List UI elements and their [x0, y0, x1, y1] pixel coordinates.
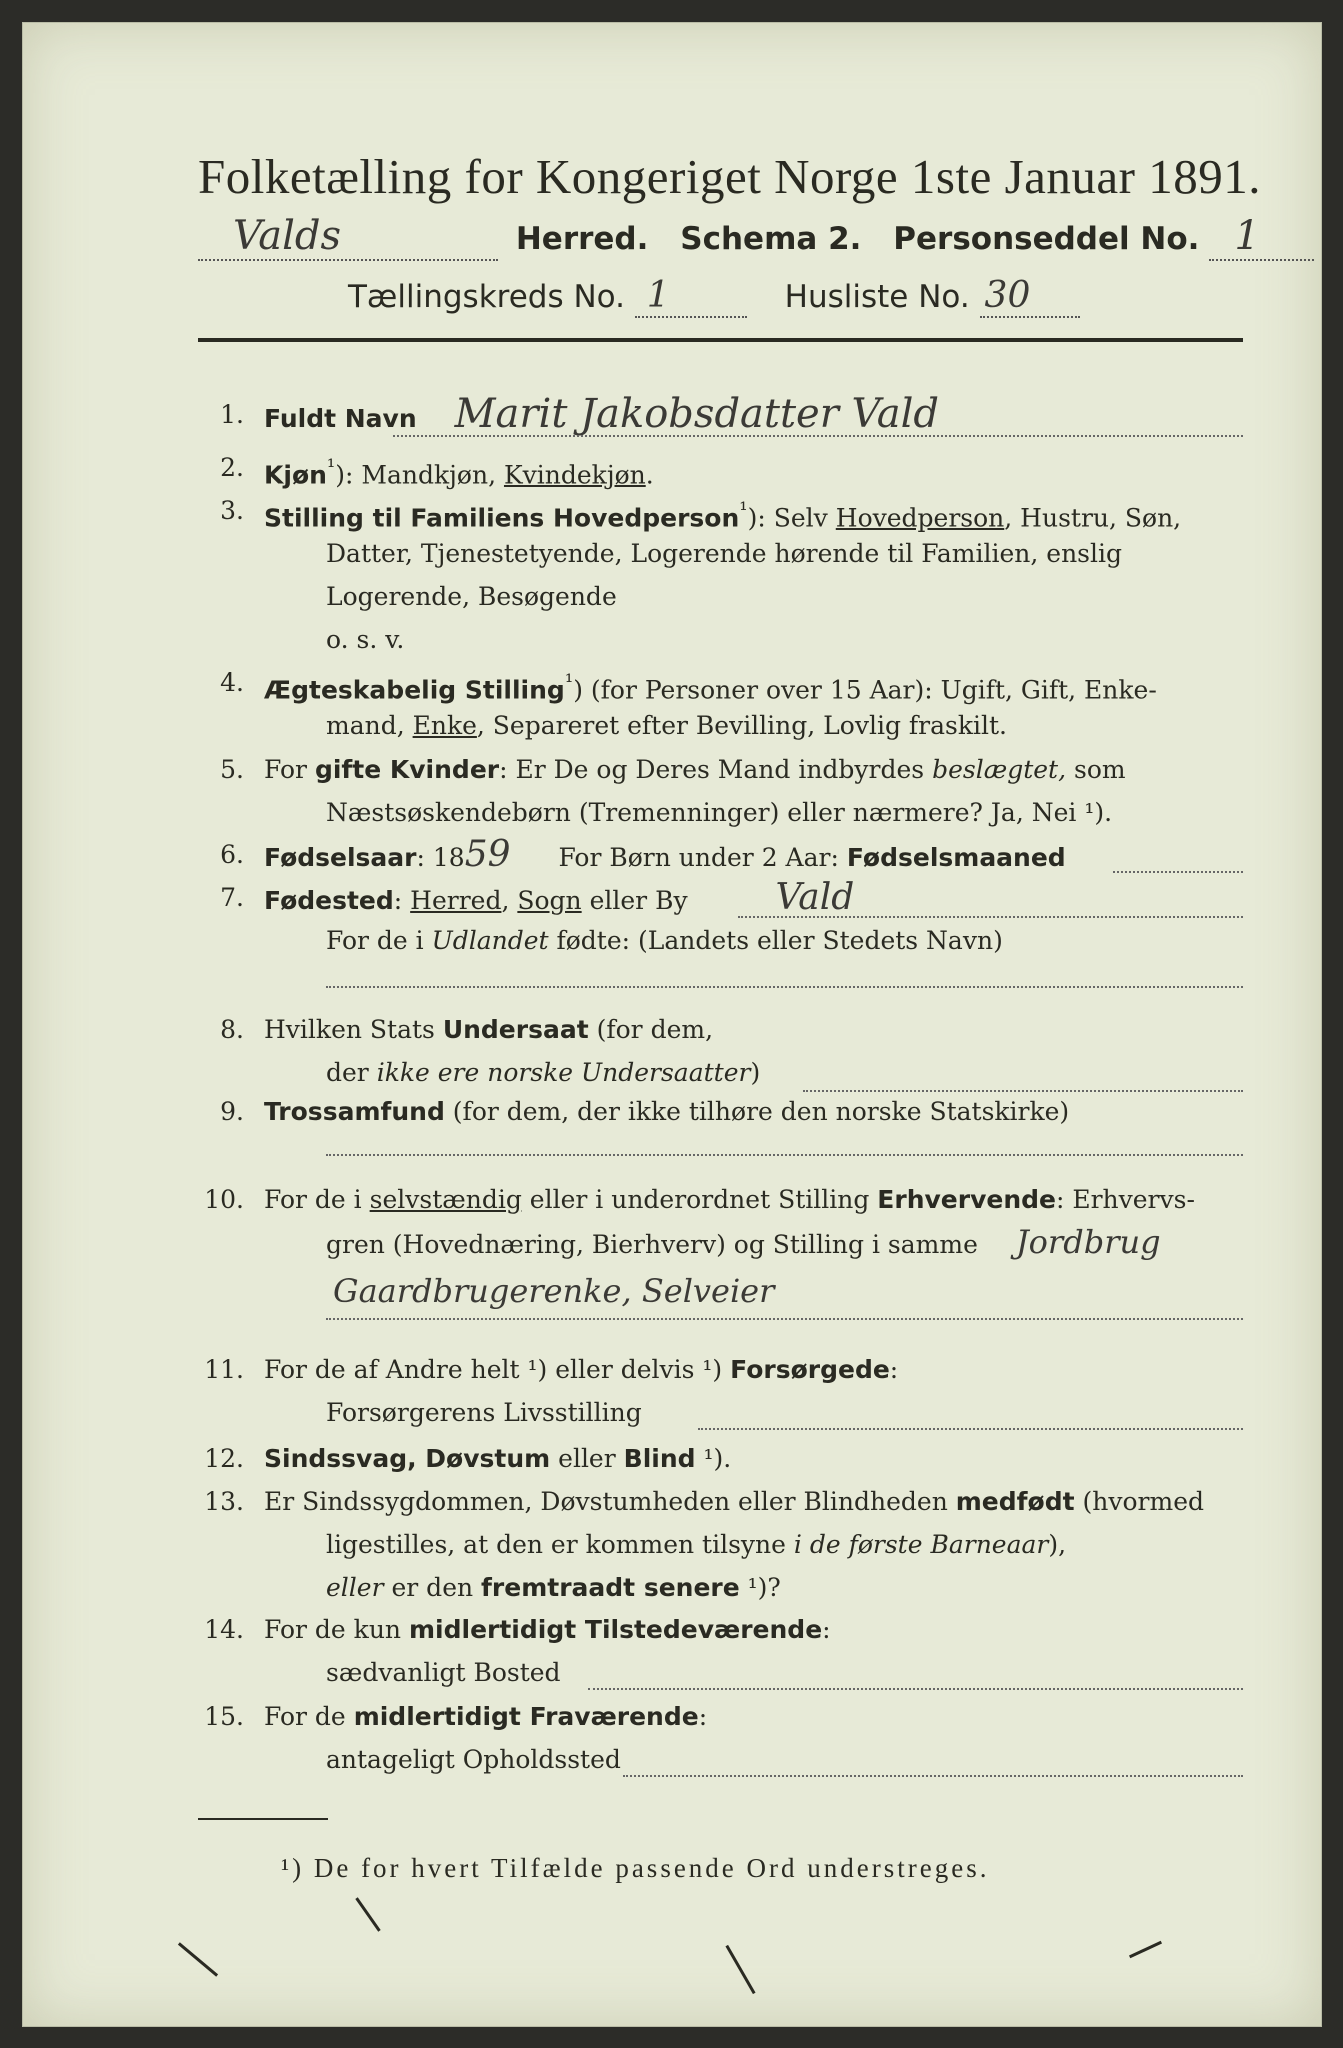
occupation-answer: Jordbrug: [1015, 1223, 1161, 1261]
field-label: Trossamfund: [264, 1097, 445, 1126]
question-text: [264, 1695, 707, 1738]
text-line: o. s. v.: [326, 625, 405, 654]
underlined-option: Hovedperson: [835, 503, 1005, 533]
text: eller i underordnet Stilling: [521, 1185, 878, 1214]
fill-line: [698, 1428, 1243, 1430]
form-title: Folketælling for Kongeriget Norge 1ste Januar 1891.: [198, 149, 1261, 204]
text-line: sædvanligt Bosted: [326, 1658, 561, 1687]
field-label: Blind: [623, 1444, 696, 1473]
schema-label: Schema 2.: [680, 221, 862, 257]
kreds-line: [348, 275, 1080, 318]
field-label: Fuldt Navn: [264, 404, 417, 433]
kreds-value: 1: [635, 275, 747, 318]
text: er den: [383, 1573, 482, 1602]
question-number: 13.: [204, 1487, 244, 1516]
herred-value: Valds: [198, 213, 498, 261]
text-line: Logerende, Besøgende: [326, 582, 617, 611]
fill-line: [623, 1775, 1243, 1777]
underlined-option: Enke: [412, 711, 477, 740]
question-number: 8.: [220, 1015, 244, 1044]
text: fødte: (Landets eller Stedets Navn): [548, 926, 1003, 955]
text: ¹).: [695, 1444, 732, 1473]
text: (for dem, der ikke tilhøre den norske Statskirke): [444, 1097, 1070, 1126]
text: ): Mandkjøn,: [335, 460, 504, 490]
field-label: Fødested: [264, 886, 394, 915]
field-label: midlertidigt Tilstedeværende: [408, 1615, 823, 1644]
kreds-label: Tællingskreds No.: [348, 279, 625, 315]
text: For Børn under 2 Aar:: [558, 843, 847, 872]
question-number: 6.: [220, 840, 244, 869]
field-label: Sindssvag, Døvstum: [264, 1444, 551, 1473]
question-number: 5.: [220, 755, 244, 784]
question-number: 1.: [220, 400, 244, 429]
pen-mark: [725, 1945, 755, 1994]
herred-label: Herred.: [515, 221, 649, 257]
text-line: [326, 1523, 1066, 1566]
question-number: 12.: [204, 1444, 244, 1473]
personseddel-value: 1: [1209, 213, 1314, 261]
header-rule: [198, 338, 1243, 342]
census-form-page: [22, 22, 1322, 2027]
question-number: 9.: [220, 1097, 244, 1126]
text: ligestilles, at den er kommen tilsyne: [326, 1530, 794, 1559]
text: ): [750, 1058, 761, 1087]
footnote: ¹) De for hvert Tilfælde passende Ord understreges.: [281, 1853, 990, 1883]
text-line: [326, 919, 1003, 962]
text-line: Næstsøskendebørn (Tremenninger) eller nærmere? Ja, Nei ¹).: [326, 798, 1113, 827]
question-text: [264, 1608, 831, 1651]
question-text: [264, 1178, 1195, 1221]
question-number: 14.: [204, 1615, 244, 1644]
italic-text: ikke ere norske Undersaatter: [376, 1058, 751, 1087]
text: For de kun: [264, 1615, 409, 1644]
text: ),: [1048, 1530, 1067, 1559]
fill-line: [588, 1688, 1243, 1690]
footer-rule: [198, 1818, 328, 1820]
footnote-marker: ¹: [739, 498, 748, 522]
footnote-marker: ¹: [564, 670, 574, 694]
husliste-value: 30: [980, 275, 1080, 318]
footnote-marker: ¹: [326, 455, 336, 479]
text: (hvormed: [1074, 1487, 1204, 1516]
text: For de i: [326, 926, 432, 955]
question-text: [264, 1090, 1069, 1133]
italic-text: i de første Barneaar: [793, 1530, 1049, 1559]
text: , Separeret efter Bevilling, Lovlig fraskilt.: [476, 711, 1007, 740]
text-line: [326, 704, 1007, 747]
question-number: 3.: [220, 496, 244, 525]
text-line: Forsørgerens Livsstilling: [326, 1398, 642, 1427]
text: ,: [501, 886, 518, 915]
fill-line: [326, 1318, 1243, 1320]
question-number: 2.: [220, 453, 244, 482]
text: For de af Andre helt ¹) eller delvis ¹): [264, 1355, 731, 1384]
herred-line: [198, 213, 1314, 261]
fill-line: [1113, 871, 1243, 873]
question-number: 4.: [220, 668, 244, 697]
occupation-answer-line2: Gaardbrugerenke, Selveier: [333, 1272, 775, 1310]
text: :: [822, 1615, 831, 1644]
pen-mark: [355, 1897, 380, 1931]
field-label: Undersaat: [442, 1015, 589, 1044]
text: : Er De og Deres Mand indbyrdes: [499, 755, 933, 784]
full-name-answer: Marit Jakobsdatter Vald: [454, 391, 940, 437]
question-text: [264, 1348, 898, 1391]
text-line: [326, 1221, 1161, 1266]
text: For de: [264, 1702, 354, 1731]
birth-year-answer: 59: [464, 834, 511, 875]
question-number: 15.: [204, 1702, 244, 1731]
underlined-option: selvstændig: [369, 1185, 522, 1214]
question-text: [264, 393, 939, 440]
field-label: midlertidigt Fraværende: [353, 1702, 699, 1731]
fill-line: [393, 435, 1243, 437]
question-number: 7.: [220, 883, 244, 912]
text-line: antageligt Opholdssted: [326, 1745, 621, 1774]
text: gren (Hovednæring, Bierhverv) og Stilling i samme: [326, 1230, 978, 1259]
text-line: [326, 1051, 760, 1094]
text: eller: [550, 1444, 624, 1473]
text: ): Selv: [747, 503, 836, 533]
pen-mark: [1129, 1941, 1162, 1959]
underlined-option: Herred: [410, 886, 502, 915]
question-number: 10.: [204, 1185, 244, 1214]
question-text: [264, 1437, 731, 1480]
field-label: Erhvervende: [877, 1185, 1056, 1214]
italic-text: eller: [326, 1573, 384, 1602]
text: (for dem,: [588, 1015, 714, 1044]
field-label: gifte Kvinder: [314, 755, 500, 784]
text: der: [326, 1058, 377, 1087]
text-line: Datter, Tjenestetyende, Logerende hørende til Familien, enslig: [326, 539, 1123, 568]
fill-line: [326, 1154, 1243, 1156]
question-text: [264, 833, 1066, 879]
text: .: [645, 460, 654, 490]
field-label: Forsørgede: [730, 1355, 890, 1384]
text: : 18: [416, 843, 465, 872]
text: : Erhvervs-: [1055, 1185, 1195, 1214]
text: For de i: [264, 1185, 370, 1214]
fill-line: [738, 916, 1243, 918]
personseddel-label: Personseddel No.: [893, 221, 1200, 257]
field-label: fremtraadt senere: [481, 1573, 740, 1602]
text: mand,: [326, 711, 413, 740]
text: ) (for Personer over 15 Aar): Ugift, Gift, Enke-: [573, 675, 1157, 705]
text: Er Sindssygdommen, Døvstumheden eller Blindheden: [264, 1487, 956, 1516]
underlined-option: Sogn: [517, 886, 582, 915]
field-label: Fødselsaar: [264, 843, 417, 872]
field-label: Fødselsmaaned: [846, 843, 1066, 872]
text: :: [698, 1702, 708, 1731]
question-text: [264, 1008, 713, 1051]
question-text: [264, 1480, 1204, 1523]
text: For: [264, 755, 315, 784]
fill-line: [326, 986, 1243, 988]
text: , Hustru, Søn,: [1004, 503, 1182, 533]
text: :: [889, 1355, 899, 1384]
field-label: medfødt: [955, 1487, 1075, 1516]
text: som: [1066, 755, 1126, 784]
text: Hvilken Stats: [264, 1015, 443, 1044]
birthplace-answer: Vald: [775, 877, 855, 918]
field-label: Kjøn: [264, 460, 327, 490]
text: :: [393, 886, 411, 915]
field-label: Ægteskabelig Stilling: [264, 675, 565, 705]
underlined-option: Kvindekjøn: [503, 460, 646, 490]
italic-text: Udlandet: [431, 926, 549, 955]
field-label: Stilling til Familiens Hovedperson: [264, 503, 740, 533]
text-line: [326, 1566, 781, 1609]
question-number: 11.: [204, 1355, 244, 1384]
husliste-label: Husliste No.: [784, 279, 970, 315]
text: ¹)?: [739, 1573, 781, 1602]
italic-text: beslægtet,: [932, 755, 1067, 784]
text: eller By: [581, 886, 688, 915]
pen-mark: [178, 1942, 218, 1976]
question-text: [264, 748, 1126, 791]
